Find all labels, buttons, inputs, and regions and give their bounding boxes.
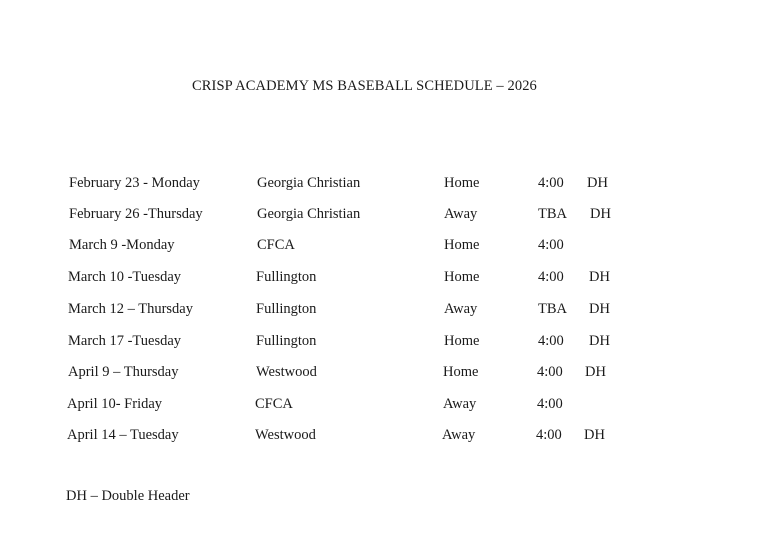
game-location: Away [444, 301, 478, 317]
game-note: DH [589, 269, 610, 285]
game-note: DH [585, 364, 606, 380]
game-date: February 26 -Thursday [69, 206, 203, 222]
schedule-row [0, 175, 763, 195]
game-time: 4:00 [538, 333, 564, 349]
game-time: 4:00 [538, 237, 564, 253]
game-location: Home [444, 175, 480, 191]
game-opponent: CFCA [257, 237, 295, 253]
game-time: 4:00 [538, 269, 564, 285]
game-time: 4:00 [537, 364, 563, 380]
game-location: Away [443, 396, 477, 412]
game-opponent: CFCA [255, 396, 293, 412]
game-date: February 23 - Monday [69, 175, 200, 191]
game-date: March 12 – Thursday [68, 301, 193, 317]
page-title: CRISP ACADEMY MS BASEBALL SCHEDULE – 2026 [192, 78, 537, 94]
game-opponent: Fullington [256, 269, 317, 285]
schedule-row [0, 364, 763, 384]
game-date: March 17 -Tuesday [68, 333, 182, 349]
game-opponent: Georgia Christian [257, 206, 361, 222]
game-opponent: Fullington [256, 301, 317, 317]
game-time: 4:00 [536, 427, 562, 443]
game-time: TBA [538, 301, 567, 317]
schedule-row [0, 427, 763, 447]
game-time: TBA [538, 206, 567, 222]
game-note: DH [584, 427, 605, 443]
game-date: April 9 – Thursday [68, 364, 179, 380]
game-location: Home [443, 364, 479, 380]
game-location: Home [444, 333, 480, 349]
game-time: 4:00 [538, 175, 564, 191]
game-date: April 10- Friday [67, 396, 163, 412]
game-note: DH [587, 175, 608, 191]
schedule-row [0, 301, 763, 321]
game-opponent: Georgia Christian [257, 175, 361, 191]
schedule-row [0, 237, 763, 257]
game-location: Home [444, 237, 480, 253]
game-location: Home [444, 269, 480, 285]
game-note: DH [589, 333, 610, 349]
game-time: 4:00 [537, 396, 563, 412]
game-location: Away [442, 427, 476, 443]
schedule-row [0, 206, 763, 226]
schedule-row [0, 269, 763, 289]
game-opponent: Fullington [256, 333, 317, 349]
game-location: Away [444, 206, 478, 222]
game-date: April 14 – Tuesday [67, 427, 179, 443]
schedule-row [0, 396, 763, 416]
game-opponent: Westwood [255, 427, 316, 443]
schedule-row [0, 333, 763, 353]
legend-note: DH – Double Header [66, 488, 190, 504]
game-date: March 9 -Monday [69, 237, 175, 253]
game-date: March 10 -Tuesday [68, 269, 182, 285]
game-note: DH [590, 206, 611, 222]
game-opponent: Westwood [256, 364, 317, 380]
game-note: DH [589, 301, 610, 317]
